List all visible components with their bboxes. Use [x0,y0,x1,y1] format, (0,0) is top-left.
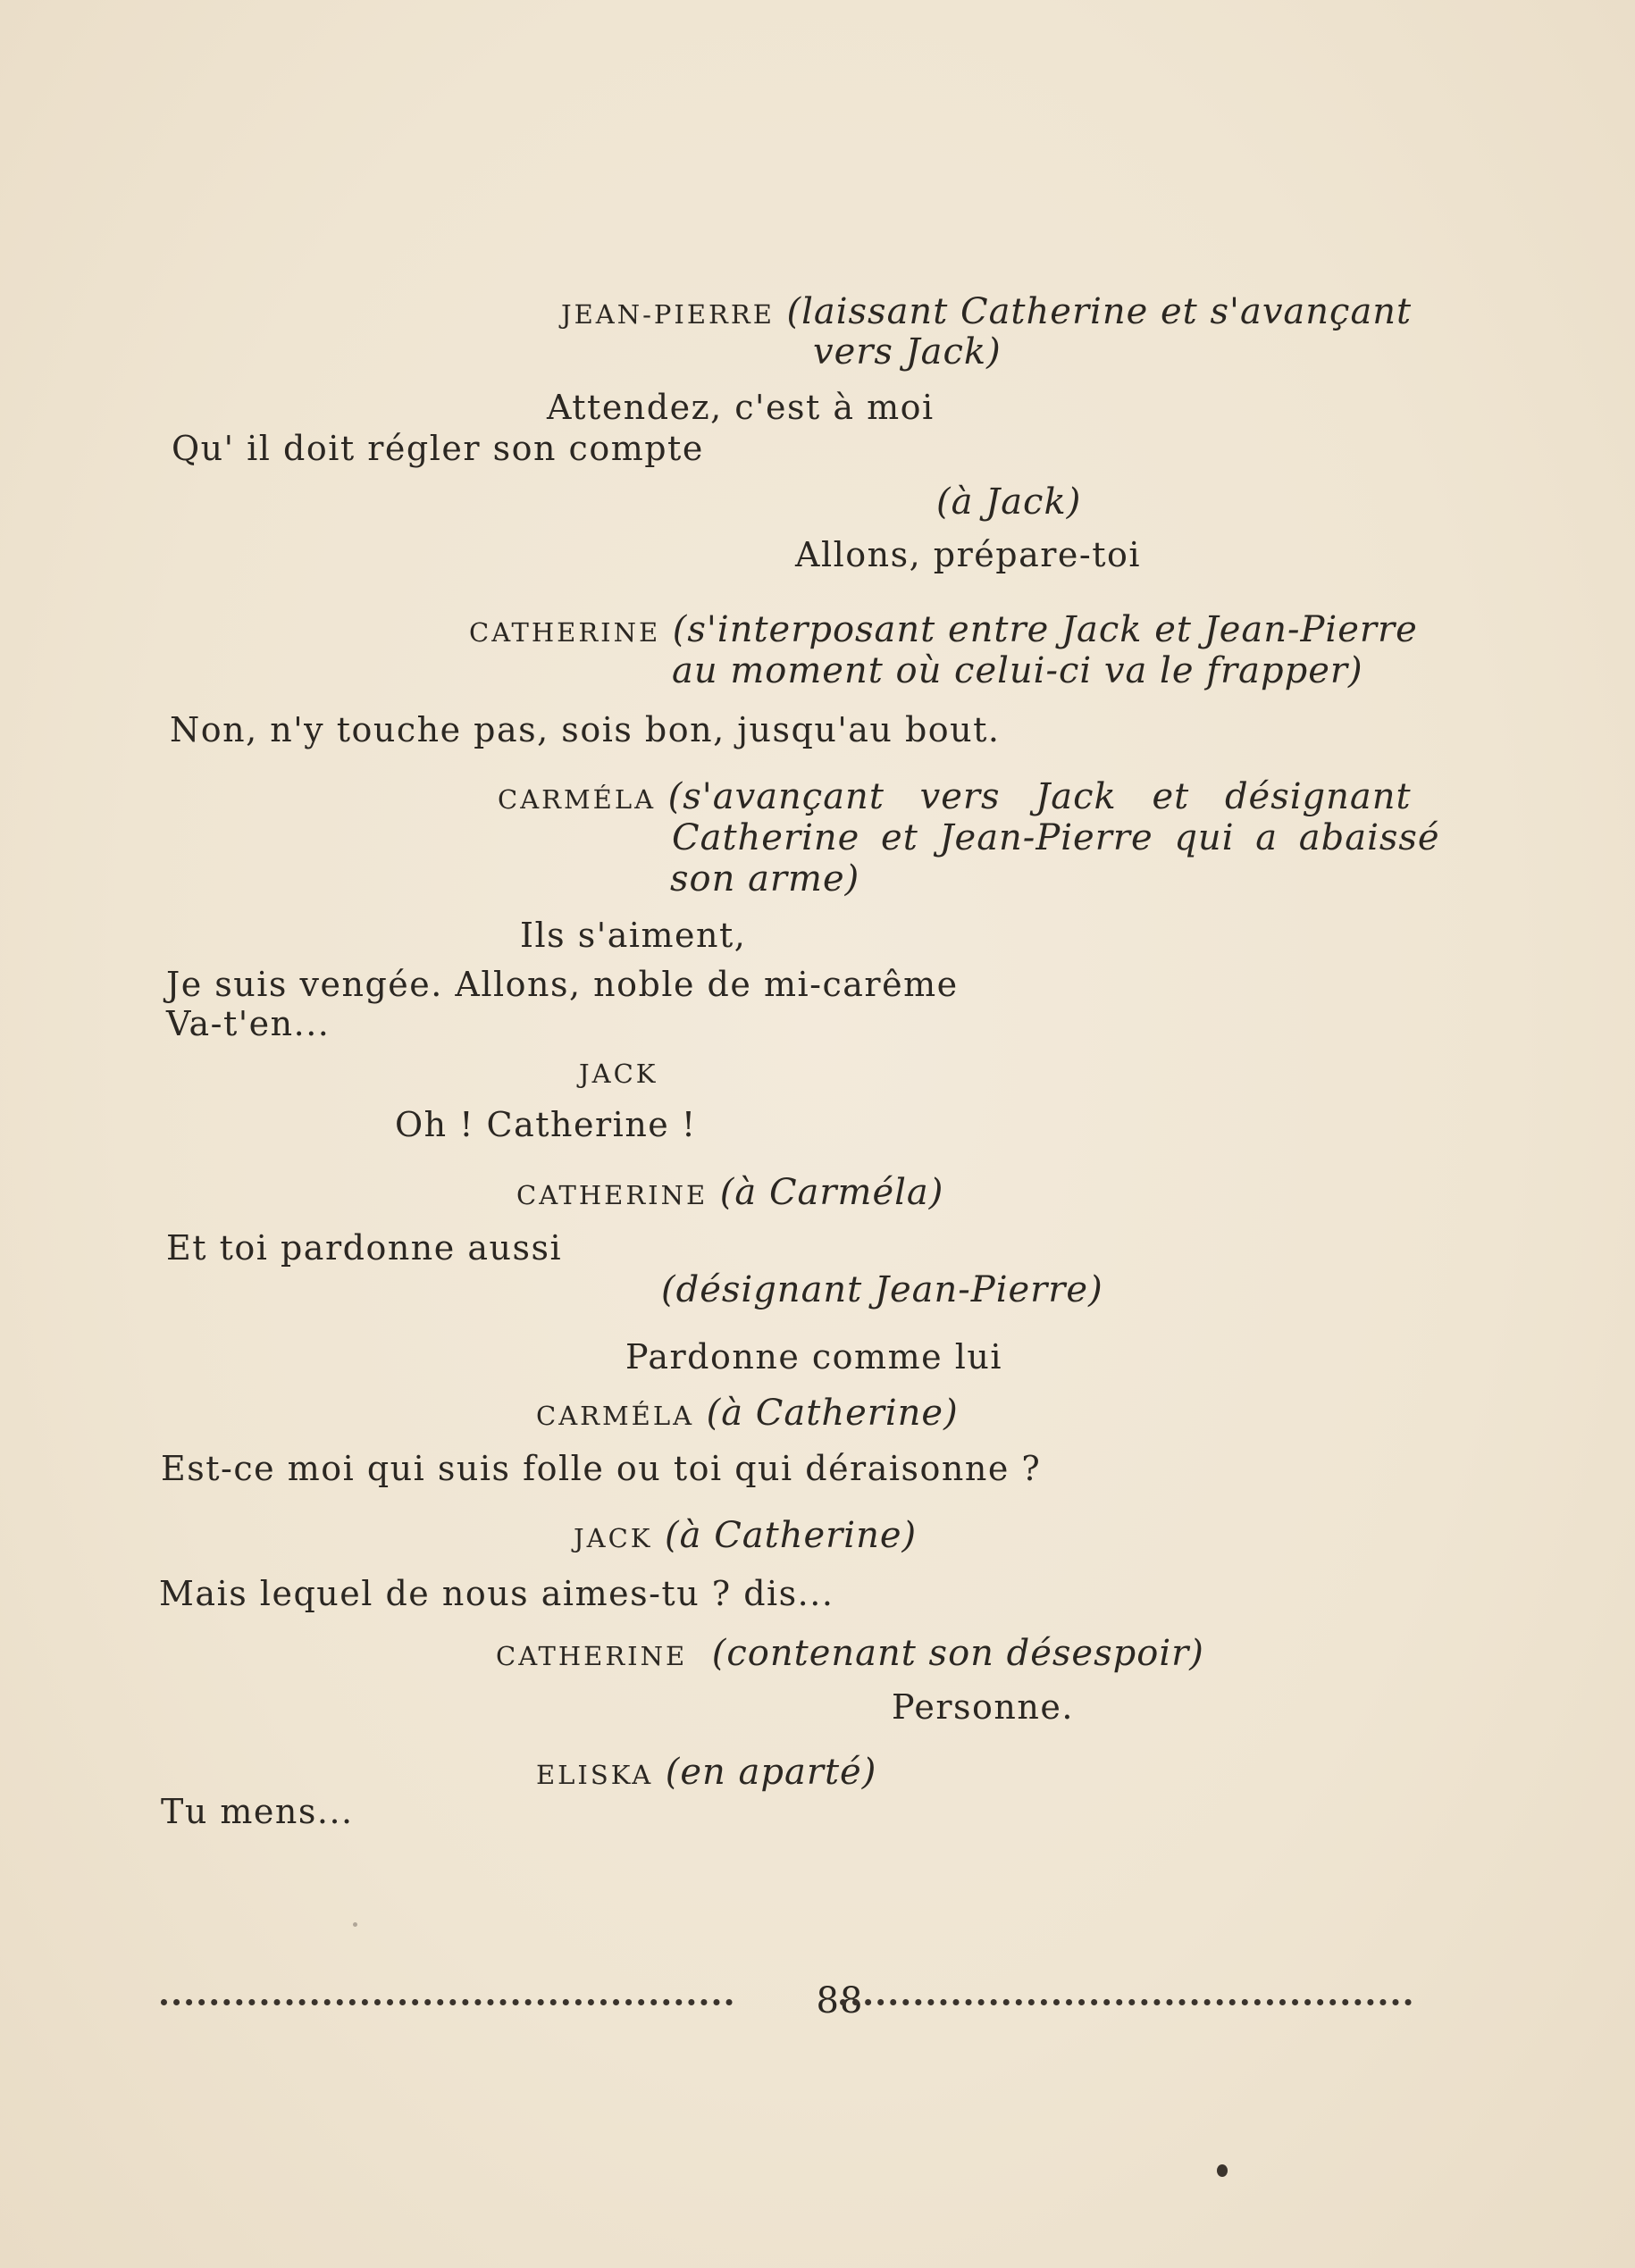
speaker-name: CATHERINE [516,1180,708,1210]
stage-line [496,1634,1204,1676]
stage-direction: (à Catherine) [665,1515,918,1556]
stage-direction: (à Catherine) [706,1393,959,1434]
stage-line [561,292,1412,334]
page-number: 88 [816,1980,864,2021]
stage-direction: (laissant Catherine et s'avançant [786,291,1413,332]
stage-line [469,610,1418,652]
stage-direction: (contenant son désespoir) [711,1633,1204,1674]
verse-line: Est-ce moi qui suis folle ou toi qui déraisonne ? [161,1449,1042,1488]
speaker-name: JACK [574,1523,653,1553]
stage-direction: son arme) [670,858,860,900]
stage-direction: (s'avançant vers Jack et désignant [667,776,1412,817]
speaker-name: JEAN-PIERRE [561,299,775,330]
stage-line [536,1393,959,1435]
speaker-name: JACK [579,1059,658,1089]
speaker-name: CATHERINE [496,1641,688,1671]
ink-speck [1217,2164,1228,2177]
dotted-rule-right [840,1999,1412,2013]
verse-line: Et toi pardonne aussi [166,1228,563,1268]
stage-direction: vers Jack) [813,331,1002,372]
verse-line: Non, n'y touche pas, sois bon, jusqu'au bout. [170,710,1001,749]
stage-line [536,1753,876,1795]
verse-line: Mais lequel de nous aimes-tu ? dis... [159,1574,834,1613]
stage-direction: (en aparté) [665,1752,877,1793]
stage-direction: Catherine et Jean-Pierre qui a abaissé [672,817,1440,858]
stage-direction: (à Carméla) [719,1172,944,1213]
speaker-name: CATHERINE [469,617,661,648]
ink-speck [353,1922,357,1927]
speaker-name: CARMÉLA [536,1401,695,1431]
stage-line [516,1173,943,1215]
speaker-name: CARMÉLA [498,784,657,815]
verse-line: Personne. [892,1687,1074,1727]
stage-line [498,777,1412,819]
speaker-name: ELISKA [536,1760,654,1790]
verse-line: Tu mens... [161,1792,354,1831]
verse-line: Allons, prépare-toi [795,535,1142,574]
verse-line: Ils s'aiment, [520,916,747,955]
verse-line: Va-t'en... [166,1004,331,1043]
verse-line: Pardonne comme lui [625,1337,1002,1377]
stage-direction: (s'interposant entre Jack et Jean-Pierre [672,609,1418,650]
stage-line [574,1516,917,1558]
verse-line: Je suis vengée. Allons, noble de mi-carême [166,965,959,1004]
stage-direction: au moment où celui-ci va le frapper) [672,650,1363,691]
verse-line: Attendez, c'est à moi [547,388,935,427]
page-footer [0,1976,1635,2029]
verse-line: Qu' il doit régler son compte [172,429,704,468]
stage-direction: (désignant Jean-Pierre) [661,1269,1103,1310]
verse-line: Oh ! Catherine ! [395,1105,697,1144]
stage-direction: (à Jack) [936,481,1082,523]
